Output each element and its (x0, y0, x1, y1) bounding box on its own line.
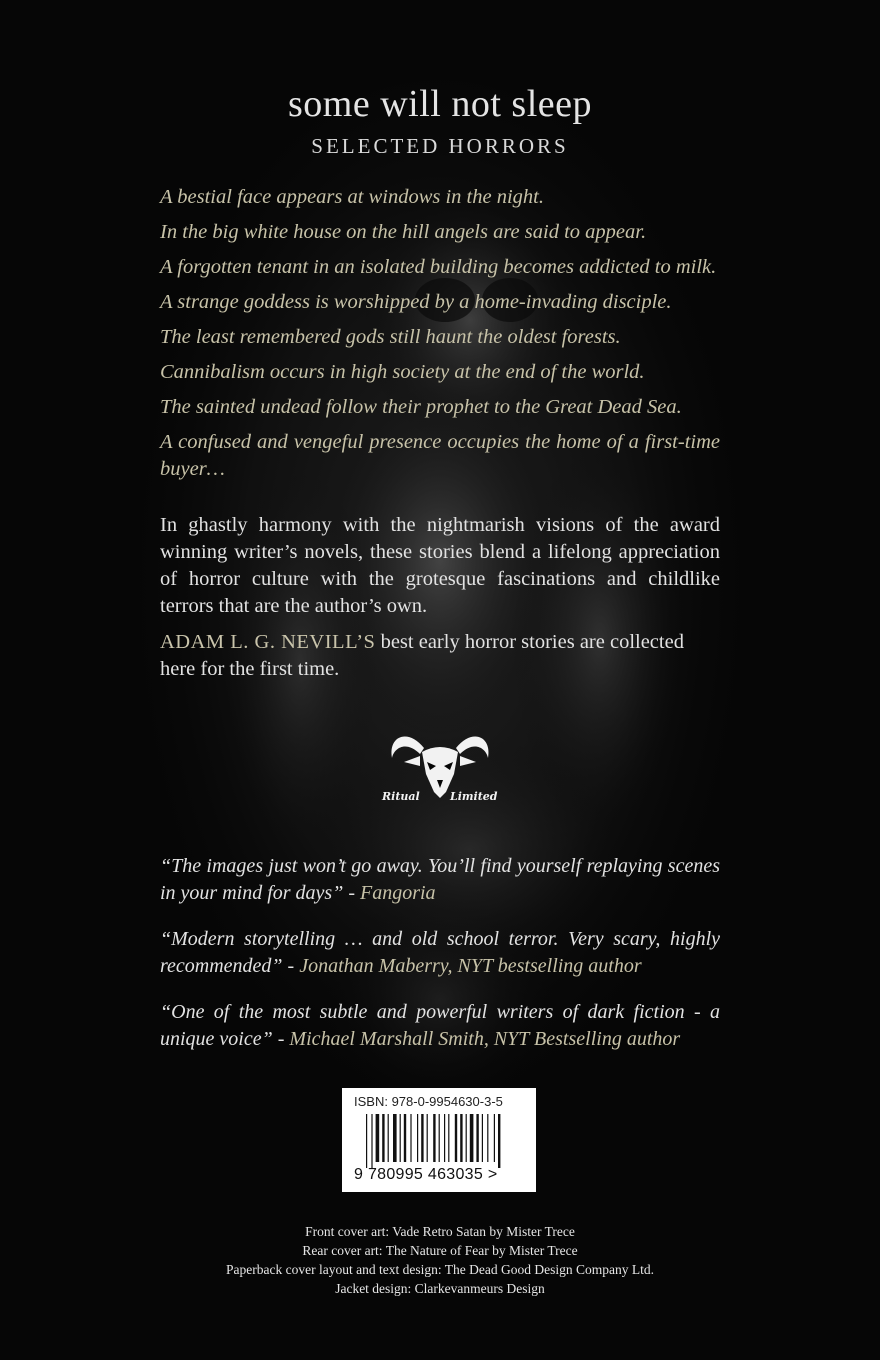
quote-source: Jonathan Maberry, NYT bestselling author (299, 955, 642, 977)
barcode-bar (400, 1114, 401, 1162)
quote-text: “The images just won’t go away. You’ll find yourself replaying scenes in your mind for days” - (160, 855, 720, 904)
barcode-bar (382, 1114, 384, 1162)
barcode-bar (498, 1114, 500, 1168)
barcode-bar (366, 1114, 367, 1168)
teaser-line: A confused and vengeful presence occupies the home of a first-time buyer… (160, 431, 720, 480)
barcode-bar (433, 1114, 435, 1162)
barcode-bars (366, 1114, 516, 1168)
credit-line: Paperback cover layout and text design: The Dead Good Design Company Ltd. (226, 1262, 654, 1277)
teaser-line: A forgotten tenant in an isolated building becomes addicted to milk. (160, 256, 717, 278)
isbn-label: ISBN: 978-0-9954630-3-5 (354, 1094, 503, 1109)
teaser-line: The sainted undead follow their prophet to the Great Dead Sea. (160, 396, 682, 418)
barcode-bar (482, 1114, 483, 1162)
teaser-line: Cannibalism occurs in high society at the end of the world. (160, 361, 645, 383)
credit-line: Front cover art: Vade Retro Satan by Mister Trece (305, 1224, 575, 1239)
blurb-paragraph: In ghastly harmony with the nightmarish visions of the award winning writer’s novels, these stories blend a lifelong appreciation of horror culture with the grotesque fascinations and childlike terrors that are the author’s own. (160, 514, 720, 617)
barcode-bar (444, 1114, 445, 1162)
cover-credits (0, 1222, 880, 1298)
book-title: some will not sleep (288, 83, 592, 125)
barcode-bar (376, 1114, 380, 1162)
barcode-bar (388, 1114, 389, 1162)
quote-source: Fangoria (360, 882, 436, 904)
blurb-closing (160, 629, 720, 683)
barcode-bar (487, 1114, 488, 1162)
quote-text: “Modern storytelling … and old school terror. Very scary, highly recommended” - (160, 928, 720, 977)
book-subtitle: SELECTED HORRORS (311, 134, 569, 158)
review-quote (160, 853, 720, 907)
publisher-logo (380, 718, 500, 814)
teaser-line: The least remembered gods still haunt the oldest forests. (160, 326, 621, 348)
logo-text-ritual: Ritual (382, 790, 420, 803)
blurb-closing-text: best early horror stories are collected here for the first time. (160, 631, 684, 680)
barcode-bar (371, 1114, 372, 1168)
barcode-bar (410, 1114, 411, 1162)
barcode-bar (427, 1114, 428, 1162)
teaser-list (160, 184, 720, 491)
review-quote (160, 926, 720, 980)
barcode-bar (466, 1114, 467, 1162)
barcode-bar (494, 1114, 495, 1162)
logo-text-limited: Limited (450, 790, 498, 803)
teaser-line: A strange goddess is worshipped by a home-invading disciple. (160, 291, 672, 313)
barcode-bar (476, 1114, 478, 1162)
barcode-bar (470, 1114, 474, 1162)
barcode-bar (448, 1114, 449, 1162)
review-quotes (160, 853, 720, 1072)
credit-line: Rear cover art: The Nature of Fear by Mister Trece (302, 1243, 578, 1258)
teaser-line: In the big white house on the hill angels are said to appear. (160, 221, 647, 243)
barcode-bar (393, 1114, 397, 1162)
barcode-bar (404, 1114, 406, 1162)
review-quote (160, 999, 720, 1053)
quote-text: “One of the most subtle and powerful writers of dark fiction - a unique voice” - (160, 1001, 720, 1050)
barcode-bar (455, 1114, 457, 1162)
quote-source: Michael Marshall Smith, NYT Bestselling author (289, 1028, 681, 1050)
author-name: ADAM L. G. NEVILL’S (160, 631, 376, 653)
barcode-bar (460, 1114, 462, 1162)
barcode-bar (421, 1114, 423, 1162)
credit-line: Jacket design: Clarkevanmeurs Design (335, 1281, 545, 1296)
barcode-digits: 9 780995 463035 > (354, 1166, 498, 1183)
isbn-barcode (342, 1088, 536, 1192)
barcode-bar (439, 1114, 440, 1162)
barcode-bar (417, 1114, 418, 1162)
teaser-line: A bestial face appears at windows in the night. (160, 186, 544, 208)
